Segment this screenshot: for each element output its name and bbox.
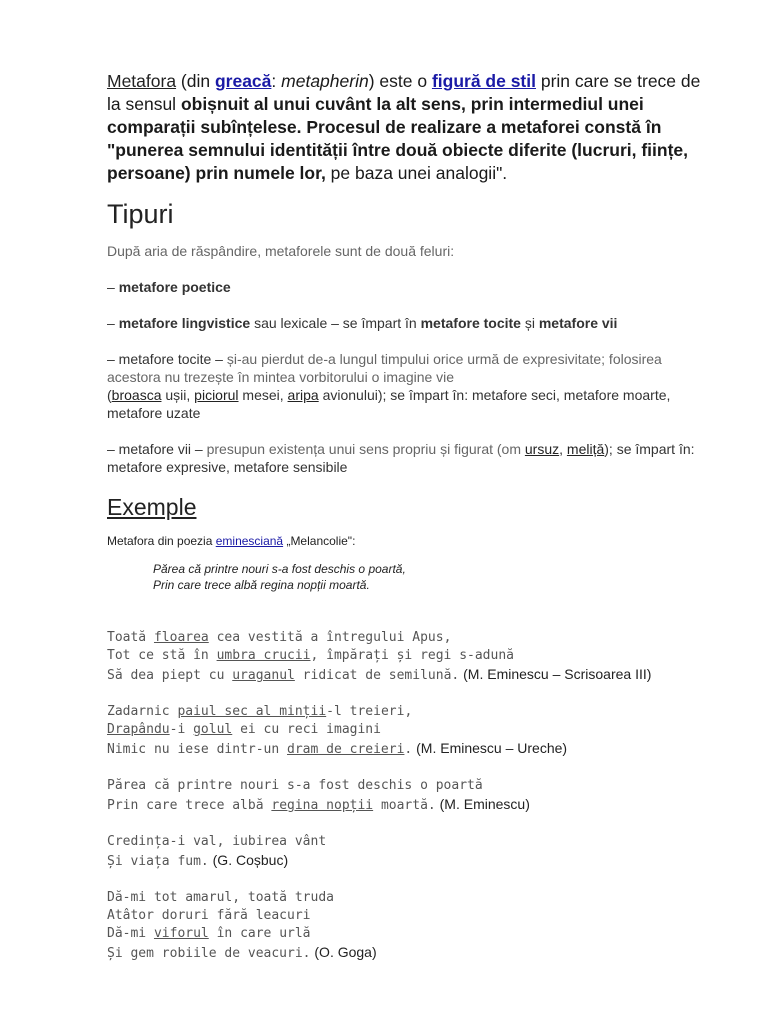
underlined-word: dram de creieri: [287, 742, 405, 757]
light-text: și-au pierdut de-a lungul timpului orice urmă de expresivitate; folosirea acestora nu trezește în mintea vorbitorului o imagine vie: [107, 351, 662, 385]
quote-line-2: Prin care trece albă regina nopții moartă.: [153, 578, 370, 592]
underlined-word: Drapându: [107, 722, 170, 737]
citation: (M. Eminescu – Scrisoarea III): [459, 666, 652, 682]
text: ușii,: [161, 387, 195, 403]
verse-line: Dă-mi tot amarul, toată truda: [107, 890, 334, 905]
underlined-word: viforul: [153, 926, 209, 941]
bold-term: metafore vii: [538, 315, 618, 331]
bold-term: metafore poetice: [118, 279, 231, 295]
metapherin-term: metapherin: [281, 71, 369, 91]
intro-text: (din: [176, 71, 215, 91]
melita-link[interactable]: meliță: [566, 441, 605, 457]
text: Metafora din poezia: [107, 534, 216, 548]
metafore-tocite-paragraph: [107, 350, 717, 422]
intro-text: :: [271, 71, 282, 91]
stanza-1: [107, 629, 717, 685]
verse-line: Zadarnic paiul sec al minții-l treieri,: [107, 704, 413, 719]
verse-line: Părea că printre nouri s-a fost deschis o poartă: [107, 778, 483, 793]
text: ,: [559, 441, 567, 457]
intro-text: prin care se trece de la sensul: [107, 71, 701, 114]
metafore-vii-paragraph: [107, 440, 717, 476]
broasca-link[interactable]: broasca: [111, 387, 162, 403]
eminesciana-link[interactable]: eminesciană: [215, 534, 284, 548]
citation: (G. Coșbuc): [208, 852, 289, 868]
article: [107, 70, 717, 963]
stanza-3: [107, 777, 717, 815]
underlined-word: regina nopții: [271, 798, 374, 813]
intro-text: pe baza unei analogii".: [325, 163, 508, 183]
text: mesei,: [238, 387, 288, 403]
quote-line-1: Părea că printre nouri s-a fost deschis o poartă,: [153, 562, 406, 576]
stanza-2: [107, 703, 717, 759]
aripa-link[interactable]: aripa: [287, 387, 319, 403]
exemple-heading: Exemple: [107, 494, 197, 520]
text: avionului); se împart în: metafore seci, metafore moarte, metafore uzate: [107, 387, 671, 421]
verse-line: Să dea piept cu uraganul ridicat de semilună. (M. Eminescu – Scrisoarea III): [107, 666, 652, 683]
verse-line: Nimic nu iese dintr-un dram de creieri. (M. Eminescu – Ureche): [107, 740, 568, 757]
intro-paragraph: [107, 70, 717, 185]
bold-term: metafore tocite: [420, 315, 521, 331]
underlined-word: paiul sec al minții: [177, 704, 327, 719]
verse-line: Atâtor doruri fără leacuri: [107, 908, 311, 923]
underlined-word: golul: [193, 722, 233, 737]
verse-line: Dă-mi viforul în care urlă: [107, 926, 311, 941]
verse-line: Și viața fum. (G. Coșbuc): [107, 852, 289, 869]
verse-line: Toată floarea cea vestită a întregului Apus,: [107, 630, 452, 645]
text: – metafore tocite –: [107, 351, 227, 367]
citation: (M. Eminescu): [435, 796, 530, 812]
bold-term: metafore lingvistice: [118, 315, 251, 331]
verse-line: Și gem robiile de veacuri. (O. Goga): [107, 944, 377, 961]
text: și: [520, 315, 539, 331]
item-metafore-poetice: [107, 278, 717, 296]
metafora-link[interactable]: Metafora: [107, 71, 177, 91]
verse-line: Prin care trece albă regina nopții moartă. (M. Eminescu): [107, 796, 530, 813]
underlined-word: umbra crucii: [216, 648, 311, 663]
citation: (M. Eminescu – Ureche): [412, 740, 568, 756]
intro-bold-text: obișnuit al unui cuvânt la alt sens, prin intermediul unei comparații subînțelese. Procesul de realizare a metaforei constă în "punerea semnului identității între două obiecte diferite (lucruri, ființe, persoane) prin numele lor,: [107, 94, 689, 183]
verse-line: Credința-i val, iubirea vânt: [107, 834, 327, 849]
dash: –: [107, 315, 119, 331]
text: sau lexicale – se împart în: [250, 315, 421, 331]
stanza-5: [107, 889, 717, 963]
text: – metafore vii –: [107, 441, 207, 457]
intro-text: ) este o: [368, 71, 432, 91]
text: ); se împart în: metafore expresive, metafore sensibile: [107, 441, 695, 475]
underlined-word: uraganul: [232, 668, 295, 683]
citation: (O. Goga): [310, 944, 377, 960]
piciorul-link[interactable]: piciorul: [194, 387, 239, 403]
item-metafore-lingvistice: [107, 314, 717, 332]
tipuri-lead: După aria de răspândire, metaforele sunt de două feluri:: [107, 243, 455, 259]
dash: –: [107, 279, 119, 295]
exemple-lead: [107, 533, 717, 549]
light-text: presupun existența unui sens propriu și figurat (om: [206, 441, 525, 457]
stanza-4: [107, 833, 717, 871]
verse-line: Tot ce stă în umbra crucii, împărați și regi s-adună: [107, 648, 514, 663]
verse-line: Drapându-i golul ei cu reci imagini: [107, 722, 381, 737]
text: (: [107, 387, 112, 403]
greaca-link[interactable]: greacă: [214, 71, 272, 91]
ursuz-link[interactable]: ursuz: [524, 441, 560, 457]
figura-de-stil-link[interactable]: figură de stil: [431, 71, 536, 91]
tipuri-heading: Tipuri: [107, 199, 174, 229]
text: „Melancolie":: [283, 534, 356, 548]
underlined-word: floarea: [153, 630, 209, 645]
